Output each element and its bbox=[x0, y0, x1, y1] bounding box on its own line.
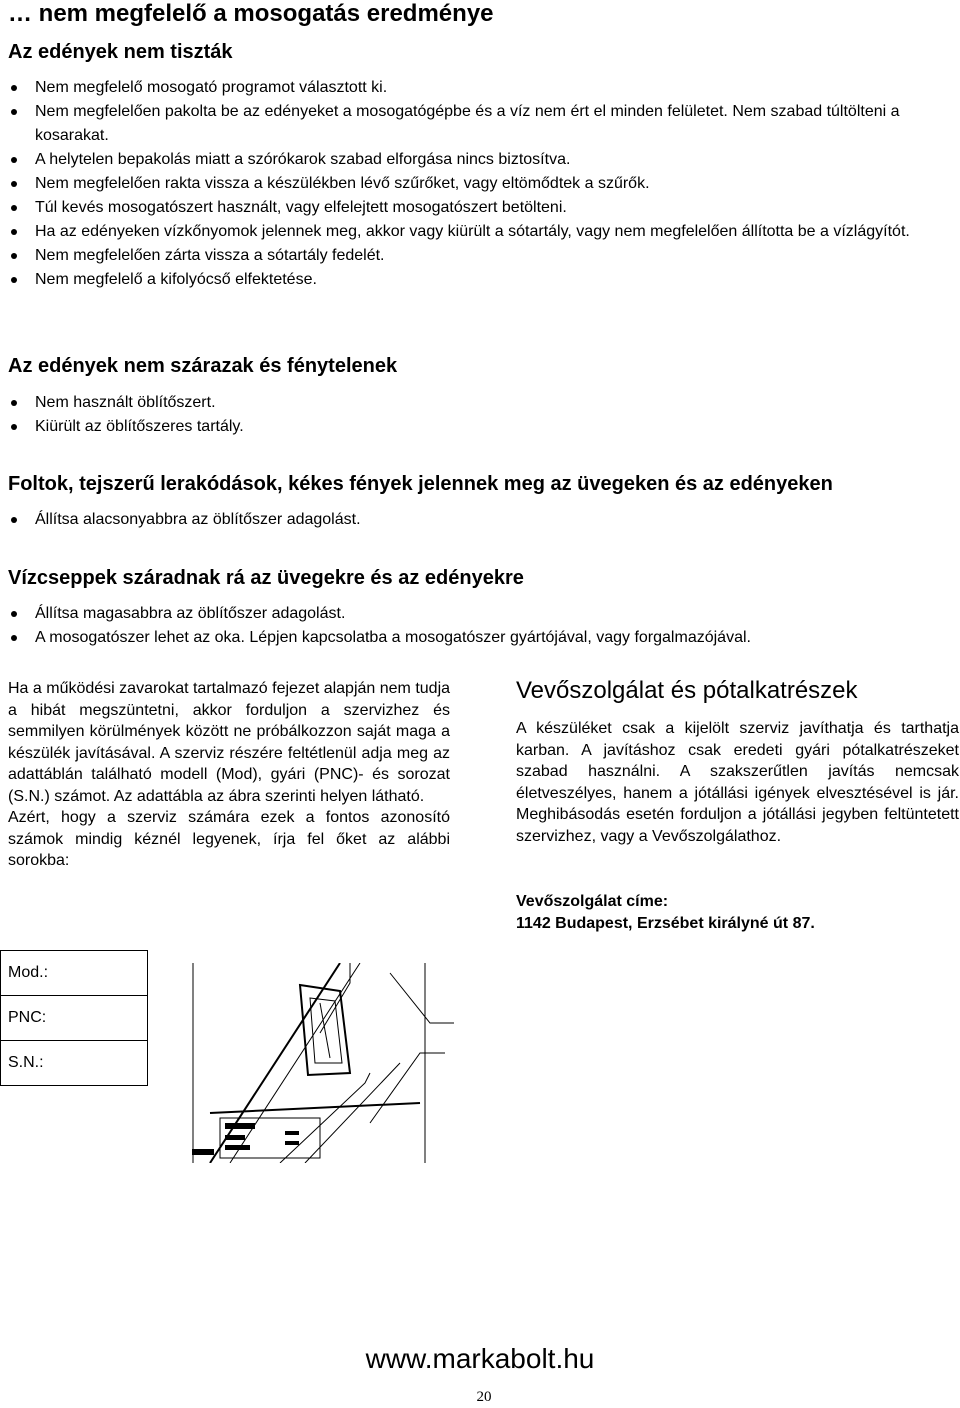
list-item: Kiürült az öblítőszeres tartály. bbox=[8, 415, 958, 439]
field-mod[interactable]: Mod.: bbox=[1, 951, 148, 996]
service-instructions-paragraph: Ha a működési zavarokat tartalmazó fejezet alapján nem tudja a hibát megszüntetni, akkor forduljon a szervizhez és semmilyen körülmények között ne próbálkozzon saját maga a készülék javításával. A szerviz részére feltétlenül adja meg az adattáblán található modell (Mod), gyári (PNC)- és sorozat (S.N.) számot. Az adattábla az ábra szerinti helyen látható. bbox=[8, 680, 451, 805]
list-item: Nem megfelelően rakta vissza a készülékben lévő szűrőket, vagy eltömődtek a szűrők. bbox=[8, 172, 958, 196]
list-item: Állítsa magasabbra az öblítőszer adagolást. bbox=[8, 602, 958, 626]
list-item: Nem megfelelő a kifolyócső elfektetése. bbox=[8, 268, 958, 292]
field-pnc[interactable]: PNC: bbox=[1, 996, 148, 1041]
list-item: Nem megfelelő mosogató programot választott ki. bbox=[8, 76, 958, 100]
list-not-dry bbox=[8, 391, 958, 439]
list-item: Nem használt öblítőszert. bbox=[8, 391, 958, 415]
list-item: A helytelen bepakolás miatt a szórókarok szabad elforgása nincs biztosítva. bbox=[8, 148, 958, 172]
service-instructions-paragraph: Azért, hogy a szerviz számára ezek a fontos azonosító számok mindig kéznél legyenek, írja fel őket az alábbi sorokba: bbox=[8, 809, 450, 869]
rating-plate-fields bbox=[0, 950, 148, 1086]
page-number: 20 bbox=[476, 1389, 492, 1405]
page-title: … nem megfelelő a mosogatás eredménye bbox=[8, 0, 494, 27]
footer-url[interactable]: www.markabolt.hu bbox=[365, 1343, 595, 1374]
section-heading-not-dry: Az edények nem szárazak és fénytelenek bbox=[8, 355, 398, 377]
section-heading-droplets: Vízcseppek száradnak rá az üvegekre és az edényekre bbox=[8, 567, 524, 589]
rating-plate-illustration bbox=[190, 963, 454, 1163]
list-item: Nem megfelelően pakolta be az edényeket a mosogatógépbe és a víz nem ért el minden felületet. Nem szabad túltölteni a kosarakat. bbox=[8, 100, 958, 148]
list-not-clean bbox=[8, 76, 958, 292]
field-sn[interactable]: S.N.: bbox=[1, 1041, 148, 1086]
section-heading-not-clean: Az edények nem tiszták bbox=[8, 41, 233, 63]
list-item: Ha az edényeken vízkőnyomok jelennek meg, akkor vagy kiürült a sótartály, vagy nem megfelelően állította be a vízlágyítót. bbox=[8, 220, 958, 244]
list-item: Túl kevés mosogatószert használt, vagy elfelejtett mosogatószert betölteni. bbox=[8, 196, 958, 220]
service-address: 1142 Budapest, Erzsébet királyné út 87. bbox=[516, 915, 815, 932]
service-text: A készüléket csak a kijelölt szerviz javíthatja és tarthatja karban. A javításhoz csak eredeti gyári pótalkatrészeket szabad használni. A szakszerűtlen javítás nemcsak életveszélyes, hanem a jótállási igények elvesztésével is jár. Meghibásodás esetén forduljon a jótállási jegyben feltüntetett szervizhez, vagy a Vevőszolgálathoz. bbox=[516, 720, 959, 845]
list-droplets bbox=[8, 602, 958, 650]
service-heading: Vevőszolgálat és pótalkatrészek bbox=[516, 677, 858, 704]
service-address-block bbox=[516, 891, 815, 935]
list-item: Nem megfelelően zárta vissza a sótartály fedelét. bbox=[8, 244, 958, 268]
section-heading-stains: Foltok, tejszerű lerakódások, kékes fények jelennek meg az üvegeken és az edényeken bbox=[8, 473, 833, 495]
list-stains bbox=[8, 508, 958, 532]
list-item: A mosogatószer lehet az oka. Lépjen kapcsolatba a mosogatószer gyártójával, vagy forgalmazójával. bbox=[8, 626, 958, 650]
service-instructions bbox=[8, 678, 450, 872]
service-address-label: Vevőszolgálat címe: bbox=[516, 893, 669, 910]
list-item: Állítsa alacsonyabbra az öblítőszer adagolást. bbox=[8, 508, 958, 532]
